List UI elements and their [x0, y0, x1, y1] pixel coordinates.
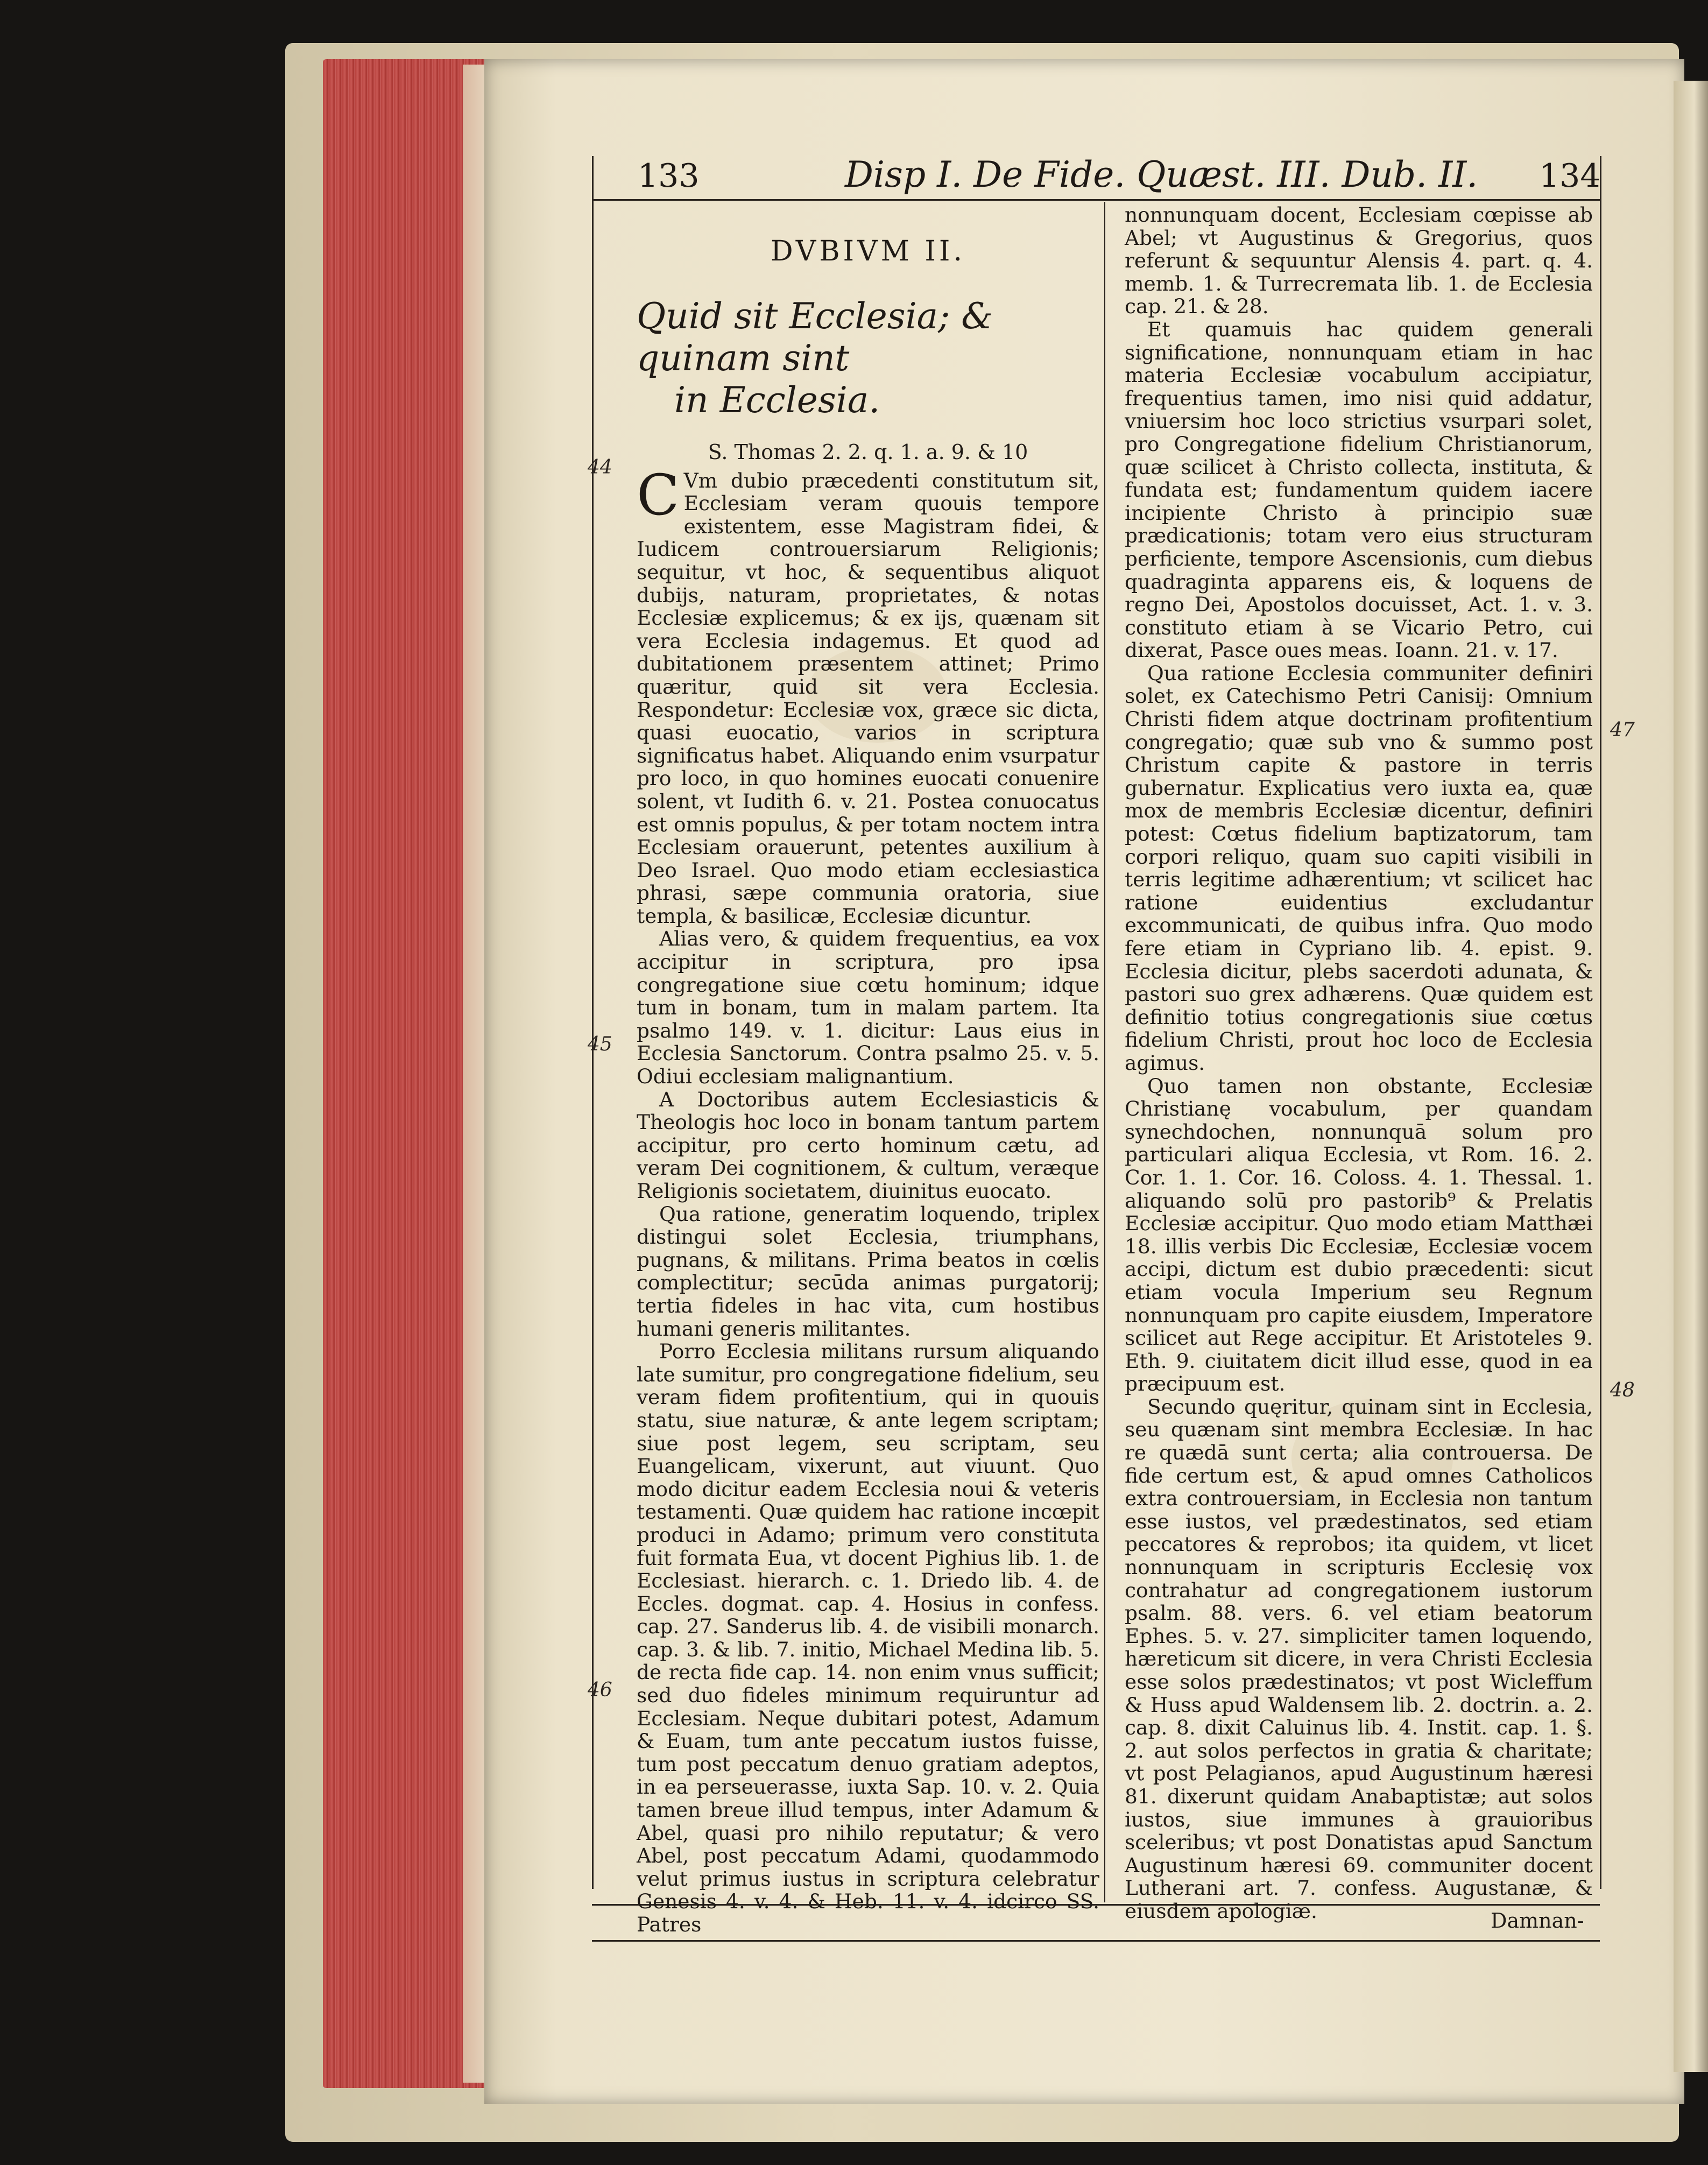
paragraph: A Doctoribus autem Ecclesiasticis & Theologis hoc loco in bonam tantum partem accipitur, pro certo hominum cætu, ad veram Dei cognitionem, & cultum, veræque Religionis societatem, diuinitus euocato. [637, 1087, 1099, 1203]
page-number-left: 133 [638, 157, 700, 195]
section-heading: DVBIVM II. [770, 235, 966, 267]
left-column [637, 234, 1099, 1936]
paragraph: Quo tamen non obstante, Ecclesiæ Christianę vocabulum, per quandam synechdochen, nonnunquā solum pro particulari aliqua Ecclesia, vt Rom. 16. 2. Cor. 1. 1. Cor. 16. Coloss. 4. 1. Thessal. 1. aliquando solū pro pastorib⁹ & Prelatis Ecclesiæ accipitur. Quo modo etiam Matthæi 18. illis verbis Dic Ecclesiæ, Ecclesiæ vocem accipi, dictum est dubio præcedenti: sicut etiam vocula Imperium seu Regnum nonnunquam pro capite eiusdem, Imperatore scilicet aut Rege accipitur. Et Aristoteles 9. Eth. 9. ciuitatem dicit illud esse, quod in ea præcipuum est. [1125, 1074, 1593, 1396]
drop-cap: C [637, 462, 680, 528]
paragraph: Alias vero, & quidem frequentius, ea vox accipitur in scriptura, pro ipsa congregatione siue cœtu hominum; idque tum in bonam, tum in malam partem. Ita psalmo 149. v. 1. dicitur: Laus eius in Ecclesia Sanctorum. Contra psalmo 25. v. 5. Odiui ecclesiam malignantium. [637, 927, 1099, 1089]
paragraph: nonnunquam docent, Ecclesiam cœpisse ab Abel; vt Augustinus & Gregorius, quos referunt & sequuntur Alensis 4. part. q. 4. memb. 1. & Turrecremata lib. 1. de Ecclesia cap. 21. & 28. [1125, 203, 1593, 319]
margin-number: 48 [1610, 1379, 1635, 1401]
paragraph-text: Vm dubio præcedenti constitutum sit, Ecclesiam veram quouis tempore existentem, esse Magistram fidei, & Iudicem controuersiarum Religionis; sequitur, vt hoc, & sequentibus aliquot dubijs, naturam, proprietates, & notas Ecclesiæ explicemus; & ex ijs, quænam sit vera Ecclesia indagemus. Et quod ad dubitationem præsentem attinet; Primo quæritur, quid sit vera Ecclesia. Respondetur: Ecclesiæ vox, græce sic dicta, quasi euocatio, varios in scriptura significatus habet. Aliquando enim vsurpatur pro loco, in quo homines euocati conuenire solent, vt Iudith 6. v. 21. Postea conuocatus est omnis populus, & per totam noctem intra Ecclesiam orauerunt, petentes auxilium à Deo Israel. Quo modo etiam ecclesiastica phrasi, sæpe communia oratoria, siue templa, & basilicæ, Ecclesiæ dicuntur. [637, 468, 1099, 928]
margin-number: 44 [588, 456, 612, 478]
paragraph: Porro Ecclesia militans rursum aliquando late sumitur, pro congregatione fidelium, seu veram fidem profitentium, qui in quouis statu, siue naturæ, & ante legem scriptam; siue post legem, seu scriptam, seu Euangelicam, vixerunt, aut viuunt. Quo modo dicitur eadem Ecclesia noui & veteris testamenti. Quæ quidem hac ratione incœpit produci in Adamo; primum vero constituta fuit formata Eua, vt docent Pighius lib. 1. de Ecclesiast. hierarch. c. 1. Driedo lib. 4. de Eccles. dogmat. cap. 4. Hosius in confess. cap. 27. Sanderus lib. 4. de visibili monarch. cap. 3. & lib. 7. initio, Michael Medina lib. 5. de recta fide cap. 14. non enim vnus sufficit; sed duo fideles minimum requiruntur ad Ecclesiam. Neque dubitari potest, Adamum & Euam, tum ante peccatum iustos fuisse, tum post peccatum denuo gratiam adeptos, in ea perseuerasse, iuxta Sap. 10. v. 2. Quia tamen breue illud tempus, inter Adamum & Abel, quasi pro nihilo reputatur; & vero Abel, post peccatum Adami, quodammodo velut primus iustus in scriptura celebratur Genesis 4. v. 4. & Heb. 11. v. 4. idcirco SS. Patres [637, 1339, 1099, 1936]
margin-number: 47 [1610, 719, 1635, 741]
paragraph: Qua ratione Ecclesia communiter definiri solet, ex Catechismo Petri Canisij: Omnium Christi fidem atque doctrinam profitentium congregatio; quæ sub vno & summo post Christum capite & pastore in terris gubernatur. Explicatius vero iuxta ea, quæ mox de membris Ecclesiæ dicentur, definiri potest: Cœtus fidelium baptizatorum, tam corpori reliquo, quam suo capiti visibili in terris legitime adhærentium; vt scilicet hac ratione euidentius excludantur excommunicati, de quibus infra. Quo modo fere etiam in Cypriano lib. 4. epist. 9. Ecclesia dicitur, plebs sacerdoti adunata, & pastori suo grex adhærens. Quæ quidem est definitio totius congregationis siue cœtus fidelium Christi, prout hoc loco de Ecclesia agimus. [1125, 661, 1593, 1075]
column-divider [1104, 202, 1105, 1902]
question-title-line1: Quid sit Ecclesia; & quinam sint [637, 295, 993, 379]
header-rule [592, 199, 1600, 201]
right-column [1125, 203, 1593, 1923]
footer-rule [592, 1940, 1600, 1942]
facing-page-edge [1674, 81, 1708, 2072]
margin-number: 45 [588, 1033, 612, 1055]
catchword: Damnan- [1491, 1909, 1584, 1933]
question-title-line2: in Ecclesia. [674, 379, 880, 421]
paragraph [637, 462, 1099, 928]
paragraph: Secundo quęritur, quinam sint in Ecclesia, seu quænam sint membra Ecclesiæ. In hac re quædā sunt certa; alia controuersa. De fide certum est, & apud omnes Catholicos extra controuersiam, in Ecclesia non tantum esse iustos, vel prædestinatos, sed etiam peccatores & reprobos; ita quidem, vt licet nonnunquam in scripturis Ecclesię vox contrahatur ad congregationem iustorum psalm. 88. vers. 6. vel etiam beatorum Ephes. 5. v. 27. simpliciter tamen loquendo, hæreticum sit dicere, in vera Christi Ecclesia esse solos prædestinatos; vt post Wicleffum & Huss apud Waldensem lib. 2. doctrin. a. 2. cap. 8. dixit Caluinus lib. 4. Instit. cap. 1. §. 2. aut solos perfectos in gratia & charitate; vt post Pelagianos, apud Augustinum hæresi 81. dixerunt quidam Anabaptistæ; aut solos iustos, siue immunes à grauioribus sceleribus; vt post Donatistas apud Sanctum Augustinum hæresi 69. communiter docent Lutherani art. 7. confess. Augustanæ, & eiusdem apologiæ. [1125, 1394, 1593, 1923]
paragraph: Qua ratione, generatim loquendo, triplex distingui solet Ecclesia, triumphans, pugnans, & militans. Prima beatos in cœlis complectitur; secūda animas purgatorij; tertia fideles in hac vita, cum hostibus humani generis militantes. [637, 1202, 1099, 1341]
running-title: Disp I. De Fide. Quæst. III. Dub. II. [845, 154, 1478, 195]
question-title [637, 295, 1099, 421]
margin-number: 46 [588, 1679, 612, 1701]
thomas-reference: S. Thomas 2. 2. q. 1. a. 9. & 10 [708, 440, 1028, 464]
paragraph: Et quamuis hac quidem generali significatione, nonnunquam etiam in hac materia Ecclesiæ vocabulum accipiatur, frequentius tamen, imo nisi quid addatur, vniuersim hoc loco strictius vsurpari solet, pro Congregatione fidelium Christianorum, quæ scilicet à Christo collecta, instituta, & fundata est; fundamentum quidem iacere incipiente Christo à principio suæ prædicationis; totam vero eius structuram perficiente, tempore Ascensionis, cum diebus quadraginta apparens eis, & loquens de regno Dei, Apostolos docuisset, Act. 1. v. 3. constituto etiam à se Vicario Petro, cui dixerat, Pasce oues meas. Ioann. 21. v. 17. [1125, 317, 1593, 662]
page-number-right: 134 [1539, 157, 1601, 195]
